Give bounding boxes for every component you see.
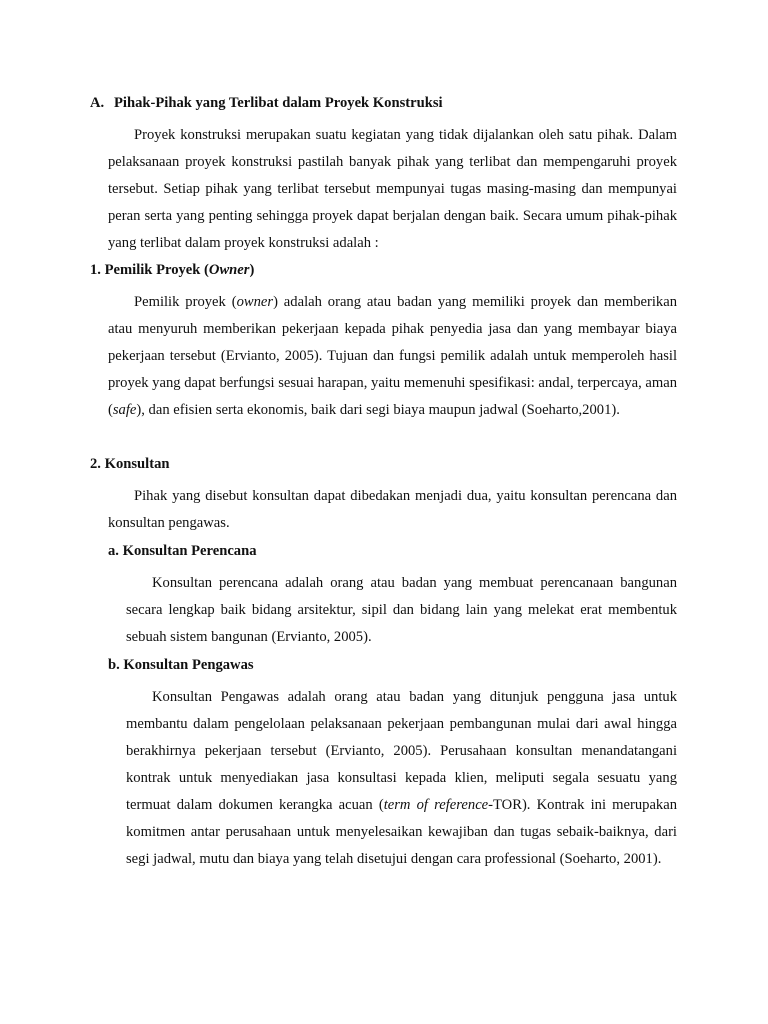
pengawas-text-2: -TOR). Kontrak ini merupakan komitmen antar perusahaan untuk menyelesaikan kewajiban dan tugas sebaik-baiknya, dari segi jadwal, mutu dan biaya yang telah disetujui dengan cara professional (Soeharto, 2001). bbox=[126, 797, 677, 867]
heading-owner-post: ) bbox=[249, 262, 255, 278]
section-title: Pihak-Pihak yang Terlibat dalam Proyek Konstruksi bbox=[114, 95, 443, 111]
heading-owner bbox=[90, 259, 254, 281]
perencana-paragraph: Konsultan perencana adalah orang atau badan yang membuat perencanaan bangunan secara lengkap baik bidang arsitektur, sipil dan bidang lain yang melekat erat membentuk sebuah sistem bangunan (Ervianto, 2005). bbox=[126, 575, 677, 645]
pengawas-italic-tor: term of reference bbox=[383, 797, 489, 813]
heading-owner-italic: Owner bbox=[208, 262, 250, 278]
heading-perencana: a. Konsultan Perencana bbox=[108, 543, 257, 559]
owner-italic-safe: safe bbox=[112, 402, 137, 418]
owner-paragraph bbox=[108, 289, 677, 424]
owner-text-2: ) adalah orang atau badan yang memiliki proyek dan memberikan atau menyuruh memberikan pekerjaan kepada pihak penyedia jasa dan yang membayar biaya pekerjaan tersebut (Ervianto, 2005). Tujuan dan fungsi pemilik adalah untuk memperoleh hasil proyek yang dapat berfungsi sesuai harapan, yaitu memenuhi spesifikasi: andal, terpercaya, aman ( bbox=[108, 294, 677, 418]
owner-italic-owner: owner bbox=[236, 294, 274, 310]
heading-pengawas: b. Konsultan Pengawas bbox=[108, 657, 254, 673]
section-heading-a bbox=[90, 92, 443, 114]
pengawas-text-1: Konsultan Pengawas adalah orang atau badan yang ditunjuk pengguna jasa untuk membantu dalam pengelolaan pelaksanaan pekerjaan pembangunan mulai dari awal hingga berakhirnya pekerjaan tersebut (Ervianto, 2005). Perusahaan konsultan menandatangani kontrak untuk menyediakan jasa konsultasi kepada klien, meliputi segala sesuatu yang termuat dalam dokumen kerangka acuan ( bbox=[126, 689, 677, 813]
section-letter: A. bbox=[90, 95, 105, 111]
pengawas-paragraph bbox=[126, 684, 677, 873]
konsultan-paragraph: Pihak yang disebut konsultan dapat dibedakan menjadi dua, yaitu konsultan perencana dan konsultan pengawas. bbox=[108, 488, 677, 531]
owner-text-1: Pemilik proyek ( bbox=[134, 294, 237, 310]
owner-text-3: ), dan efisien serta ekonomis, baik dari segi biaya maupun jadwal (Soeharto,2001). bbox=[136, 402, 620, 418]
heading-konsultan: 2. Konsultan bbox=[90, 456, 170, 472]
intro-paragraph: Proyek konstruksi merupakan suatu kegiatan yang tidak dijalankan oleh satu pihak. Dalam pelaksanaan proyek konstruksi pastilah banyak pihak yang terlibat dan mempengaruhi proyek tersebut. Setiap pihak yang terlibat tersebut mempunyai tugas masing-masing dan mempunyai peran serta yang penting sehingga proyek dapat berjalan dengan baik. Secara umum pihak-pihak yang terlibat dalam proyek konstruksi adalah : bbox=[108, 127, 677, 251]
heading-owner-pre: 1. Pemilik Proyek ( bbox=[90, 262, 209, 278]
